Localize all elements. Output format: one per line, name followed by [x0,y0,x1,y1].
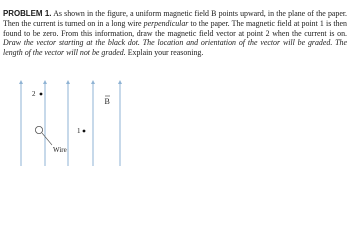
wire-group [35,126,66,154]
field-lines [21,82,120,166]
field-label-b: B [104,97,110,106]
point-2-label: 2 [32,90,36,98]
problem-intro: As shown in the figure, a uniform magnetic field B points upward, in the plane of the paper. Then the current is turned on in a long wire [3,9,347,28]
problem-text [3,9,347,58]
point-1-group [77,127,85,135]
problem-emphasis-perpendicular: perpendicular [143,18,189,28]
field-label-group [105,96,111,106]
point-1-label: 1 [77,127,81,135]
problem-closing: Explain your reasoning. [125,48,204,58]
problem-label: PROBLEM 1. [3,9,52,18]
point-1-dot [83,130,86,133]
wire-label-leader [42,133,52,145]
wire-label: Wire [53,146,67,154]
point-2-dot[interactable] [40,93,43,96]
problem-instructions: Draw the vector starting at the black dot. The location and orientation of the vector will be graded. The length of the vector will not be graded. [3,38,347,58]
problem-middle: to the paper. The magnetic field at point 1 is then found to be zero. From this information, draw the magnetic field vector at point 2 when the current is on. [3,18,347,38]
point-2-group [32,90,42,98]
wire-cross-section [35,126,42,133]
